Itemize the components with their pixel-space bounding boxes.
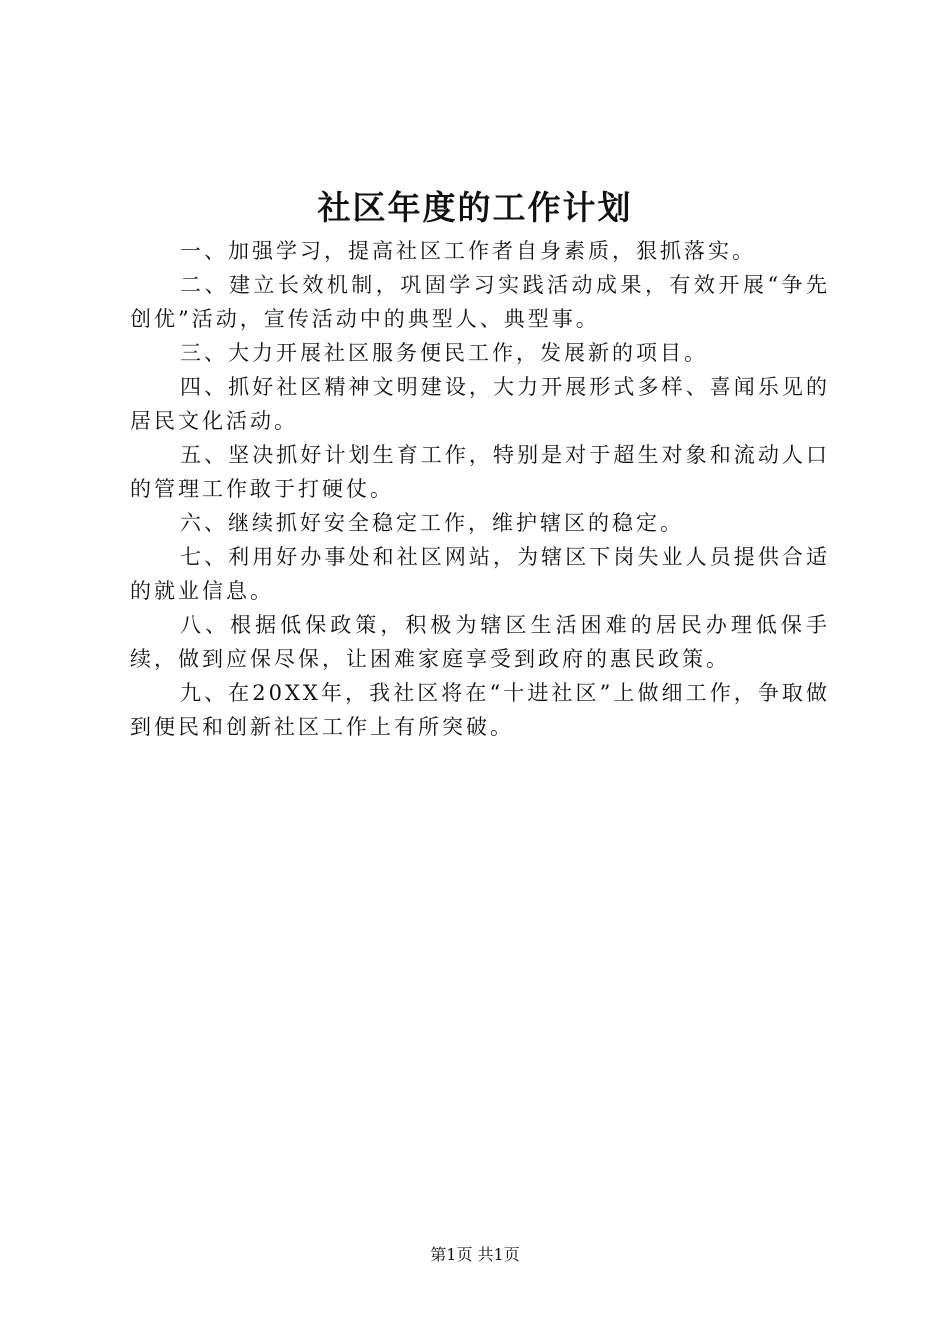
- paragraph-1: 一、加强学习，提高社区工作者自身素质，狠抓落实。: [180, 239, 756, 263]
- paragraph-4: 四、抓好社区精神文明建设，大力开展形式多样、喜闻乐见的居民文化活动。: [130, 375, 830, 433]
- paragraph-3: 三、大力开展社区服务便民工作，发展新的项目。: [180, 341, 708, 365]
- paragraph-2: 二、建立长效机制，巩固学习实践活动成果，有效开展“争先创优”活动，宣传活动中的典型人、典型事。: [130, 273, 830, 331]
- paragraph-5: 五、坚决抓好计划生育工作，特别是对于超生对象和流动人口的管理工作敢于打硬仗。: [130, 443, 830, 501]
- paragraph-7: 七、利用好办事处和社区网站，为辖区下岗失业人员提供合适的就业信息。: [130, 545, 830, 603]
- paragraph-6: 六、继续抓好安全稳定工作，维护辖区的稳定。: [180, 511, 684, 535]
- document-body: [130, 234, 830, 744]
- page-footer: 第1页 共1页: [430, 1245, 520, 1264]
- paragraph-8: 八、根据低保政策，积极为辖区生活困难的居民办理低保手续，做到应保尽保，让困难家庭享受到政府的惠民政策。: [130, 613, 830, 671]
- document-title: 社区年度的工作计划: [317, 188, 633, 227]
- paragraph-9: 九、在20XX年，我社区将在“十进社区”上做细工作，争取做到便民和创新社区工作上有所突破。: [130, 681, 830, 739]
